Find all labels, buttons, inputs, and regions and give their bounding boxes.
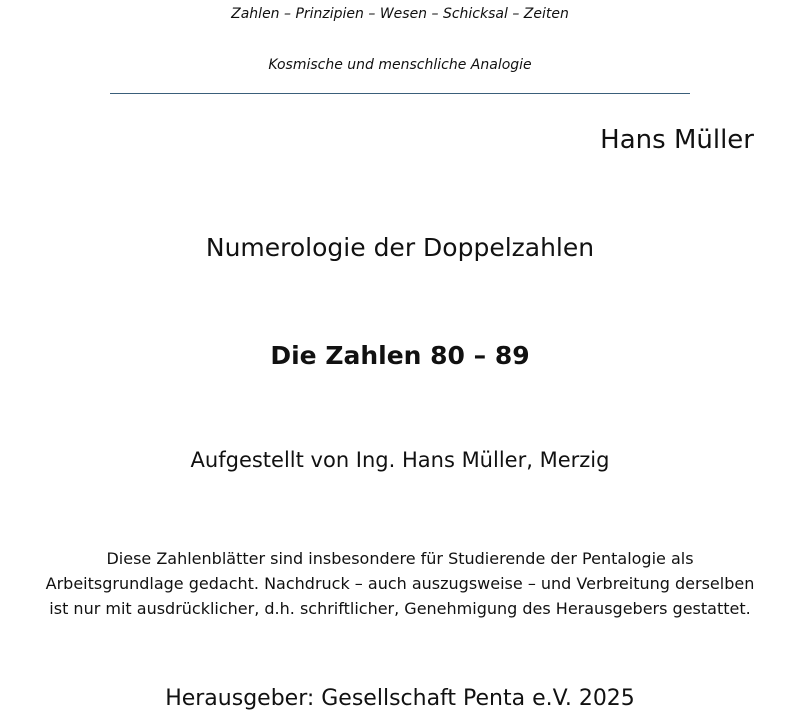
page-title: Die Zahlen 80 – 89 <box>270 341 530 370</box>
subtagline: Kosmische und menschliche Analogie <box>268 57 532 73</box>
notice-line: Diese Zahlenblätter sind insbesondere für Studierende der Pentalogie als <box>106 549 694 568</box>
notice-line: Arbeitsgrundlage gedacht. Nachdruck – auch auszugsweise – und Verbreitung derselben <box>45 574 755 593</box>
compiled-by-line: Aufgestellt von Ing. Hans Müller, Merzig <box>190 448 610 472</box>
notice-line: ist nur mit ausdrücklicher, d.h. schriftlicher, Genehmigung des Herausgebers gestattet. <box>49 599 751 618</box>
author-name: Hans Müller <box>600 125 754 155</box>
copyright-notice <box>0 546 800 621</box>
series-title: Numerologie der Doppelzahlen <box>205 233 595 262</box>
publisher-line: Herausgeber: Gesellschaft Penta e.V. 2025 <box>165 686 635 711</box>
header-divider <box>110 93 690 94</box>
tagline: Zahlen – Prinzipien – Wesen – Schicksal – Zeiten <box>231 6 569 22</box>
